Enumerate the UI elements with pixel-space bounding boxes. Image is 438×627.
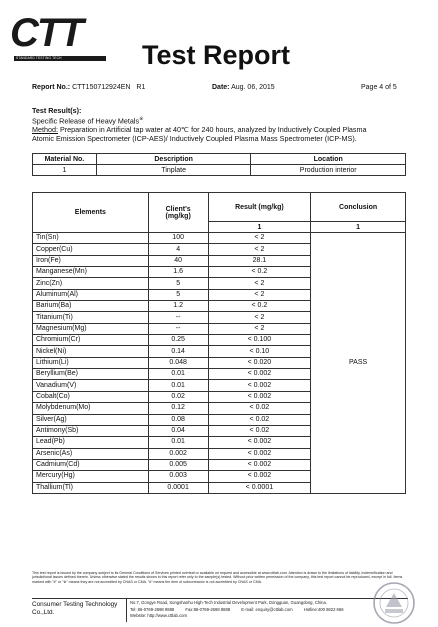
logo-tagline: STANDARD TESTING TECH [16,56,62,60]
test-result-label: Test Result(s): [32,106,82,115]
result-value: < 0.2 [208,267,311,278]
result-value: < 0.002 [208,448,311,459]
client-limit: 40 [148,255,208,266]
client-limit: 0.003 [148,471,208,482]
material-no: 1 [33,165,97,176]
client-limit: 0.048 [148,357,208,368]
element-name: Silver(Ag) [33,414,149,425]
element-name: Vanadium(V) [33,380,149,391]
header-clients-unit: (mg/kg) [165,212,191,220]
element-name: Lithium(Li) [33,357,149,368]
client-limit: 0.01 [148,380,208,391]
result-value: < 2 [208,278,311,289]
element-name: Arsenic(As) [33,448,149,459]
report-no-label: Report No.: [32,84,71,91]
element-name: Lead(Pb) [33,437,149,448]
element-name: Tin(Sn) [33,233,149,244]
element-name: Iron(Fe) [33,255,149,266]
client-limit: 5 [148,278,208,289]
client-limit: 5 [148,289,208,300]
result-value: < 0.020 [208,357,311,368]
header-conclusion: Conclusion [311,193,406,222]
result-value: < 0.0001 [208,482,311,493]
result-value: < 0.002 [208,437,311,448]
element-name: Chromium(Cr) [33,335,149,346]
result-value: < 0.002 [208,391,311,402]
element-name: Magnesium(Mg) [33,323,149,334]
result-row [33,233,406,244]
report-number [32,84,145,91]
result-value: < 0.02 [208,403,311,414]
footer-disclaimer: This test report is issued by the company subject to its General Conditions of Services printed overleaf or available on request and accessible at www.cttlab.com. Attention is drawn to the limitations of liability, indemnification and jurisdictional issues defined therein. Unless otherwise stated the results shown in this report refer only to the sample(s) tested. Without prior written permission of the company, this test report cannot be reproduced, except in full. Items marked with "#" or "※" means they are not accredited by CNAS or CMA. "#" means the item of subcontractor is not accredited by CNAS or CMA. [32,571,403,584]
date-label: Date: [212,84,230,91]
element-name: Molybdenum(Mo) [33,403,149,414]
result-value: < 2 [208,233,311,244]
result-value: < 0.002 [208,471,311,482]
page-number: Page 4 of 5 [361,84,397,91]
material-location: Production interior [251,165,406,176]
result-value: < 2 [208,323,311,334]
element-name: Aluminum(Al) [33,289,149,300]
test-name-text: Specific Release of Heavy Metals [32,116,140,126]
test-name-note: ※ [139,116,144,122]
footer-vertical-divider [126,598,127,622]
client-limit: 0.04 [148,425,208,436]
material-header-row [33,154,406,165]
client-limit: 0.08 [148,414,208,425]
results-table [32,192,406,494]
result-value: < 2 [208,244,311,255]
footer-hotline: Hotline:400 6822 666 [303,606,344,612]
client-limit: 0.25 [148,335,208,346]
result-value: < 0.02 [208,414,311,425]
material-header-location: Location [251,154,406,165]
header-conclusion-sample: 1 [311,222,406,233]
result-value: < 0.100 [208,335,311,346]
material-desc: Tinplate [96,165,251,176]
results-body [33,233,406,494]
result-value: < 0.002 [208,459,311,470]
footer-company: Consumer Testing Technology Co.,Ltd. [32,601,118,616]
material-row [33,165,406,176]
test-name [32,115,143,125]
result-value: < 0.002 [208,380,311,391]
report-revision: R1 [136,84,146,91]
client-limit: 0.12 [148,403,208,414]
method-text: Preparation in Artificial tap water at 40℃ for 240 hours, analyzed by Inductively Coupled Plasma [59,125,367,134]
result-value: 28.1 [208,255,311,266]
client-limit: 0.005 [148,459,208,470]
element-name: Mercury(Hg) [33,471,149,482]
footer-divider [32,598,408,599]
material-table [32,153,406,176]
result-value: < 0.2 [208,301,311,312]
footer-email: E-mail: enquiry@cttlab.com [241,606,293,612]
element-name: Zinc(Zn) [33,278,149,289]
header-result: Result (mg/kg) [208,193,311,222]
result-value: < 2 [208,289,311,300]
client-limit: 0.0001 [148,482,208,493]
element-name: Nickel(Ni) [33,346,149,357]
footer-tel: Tel: 86-0769-2698 9888 [130,606,175,612]
official-seal-stamp [372,581,416,625]
header-clients-label: Client's [165,205,191,213]
report-no-value: CTT150712924EN [72,84,131,91]
client-limit: 1.6 [148,267,208,278]
method-line-1 [32,125,367,134]
method-line-2: Atomic Emission Spectrometer (ICP-AES)/ Inductively Coupled Plasma Mass Spectrometer (ICP-MS). [32,134,357,143]
client-limit: 0.14 [148,346,208,357]
element-name: Beryllium(Be) [33,369,149,380]
company-logo [10,11,106,60]
client-limit: 0.01 [148,369,208,380]
material-header-desc: Description [96,154,251,165]
client-limit: 100 [148,233,208,244]
footer-address: No.7, Gongye Road, Songshanhu High-Tech Industrial Development Park, Dongguan, Guangdong, China. [130,600,327,605]
report-title: Test Report [142,40,291,70]
element-name: Cadmium(Cd) [33,459,149,470]
client-limit: 0.002 [148,448,208,459]
header-elements: Elements [33,193,149,233]
client-limit: -- [148,323,208,334]
logo-text: CTT [10,11,82,55]
element-name: Cobalt(Co) [33,391,149,402]
results-header-row [33,193,406,222]
element-name: Barium(Ba) [33,301,149,312]
method-label: Method: [32,125,58,134]
result-value: < 0.002 [208,369,311,380]
header-clients [148,193,208,233]
footer-phones [130,607,354,614]
element-name: Titanium(Ti) [33,312,149,323]
element-name: Manganese(Mn) [33,267,149,278]
footer-website: Website: http://www.cttlab.com [130,613,187,619]
client-limit: -- [148,312,208,323]
client-limit: 0.01 [148,437,208,448]
element-name: Copper(Cu) [33,244,149,255]
element-name: Antimony(Sb) [33,425,149,436]
footer-fax: Fax:86-0769-2698 8888 [185,606,231,612]
result-value: < 0.02 [208,425,311,436]
client-limit: 0.02 [148,391,208,402]
element-name: Thallium(Tl) [33,482,149,493]
material-header-no: Material No. [33,154,97,165]
client-limit: 1.2 [148,301,208,312]
conclusion-value: PASS [311,233,406,494]
result-value: < 0.10 [208,346,311,357]
footer-contact [130,600,354,620]
report-date [212,84,275,91]
client-limit: 4 [148,244,208,255]
header-result-sample: 1 [208,222,311,233]
date-value: Aug. 06, 2015 [231,84,275,91]
result-value: < 2 [208,312,311,323]
